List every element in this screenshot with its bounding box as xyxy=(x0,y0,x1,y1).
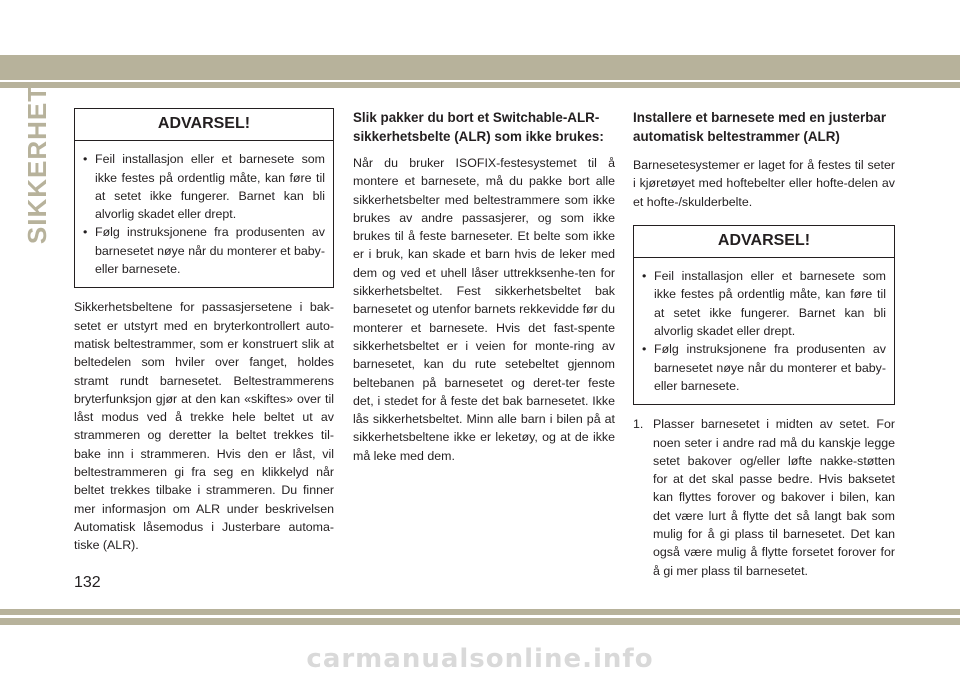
header-band xyxy=(0,55,960,80)
warning-bullet: • Feil installasjon eller et barnesete som ikke festes på ordentlig måte, kan føre til at setet ikke fungerer. Barnet kan bli alvorlig skadet eller drept. xyxy=(83,150,325,223)
section-side-tab xyxy=(18,84,58,244)
footer-band xyxy=(0,618,960,625)
body-paragraph: Når du bruker ISOFIX-festesystemet til å montere et barnesete, må du pakke bort alle sikkerhetsbelter med beltestrammere som ikke brukes av andre passasjerer, og som ikke brukes til å feste barneseter. Et belte som ikke er i bruk, kan skade et barn hvis de leker med dem og ved et uhell låser uttrekksenhe-ten for sikkerhetsbeltet. Fest sikkerhetsbeltet bak barnesetet og utenfor barnets rekkevidde før du monterer et barnesete. Hvis det fast-spente sikkerhetsbeltet er i veien for monte-ring av barnesetet, kan du rute setebeltet gjennom beltebanen på barnesetet og deret-ter feste det, i stedet for å feste det bak barnesetet. Ikke lås sikkerhetsbeltet. Minn alle barn i bilen på at sikkerhetsbeltene ikke er leketøy, og at de ikke må leke med dem. xyxy=(353,156,615,463)
warning-box xyxy=(74,108,334,288)
body-paragraph: Barnesetesystemer er laget for å festes til seter i kjøretøyet med hoftebelter eller hofte-delen av et hofte-/skulderbelte. xyxy=(633,158,895,209)
warning-title: ADVARSEL! xyxy=(634,226,894,258)
warning-bullet: • Feil installasjon eller et barnesete som ikke festes på ordentlig måte, kan føre til at setet ikke fungerer. Barnet kan bli alvorlig skadet eller drept. xyxy=(642,267,886,340)
footer-band-thin xyxy=(0,609,960,615)
warning-title: ADVARSEL! xyxy=(75,109,333,141)
page-number: 132 xyxy=(74,574,101,591)
warning-bullet: • Følg instruksjonene fra produsenten av barnesetet nøye når du monterer et baby- eller barnesete. xyxy=(642,340,886,395)
top-margin xyxy=(0,0,960,54)
body-paragraph: Sikkerhetsbeltene for passasjersetene i bak-setet er utstyrt med en bryterkontrollert auto-matisk beltestrammer, som er konstruert slik at beltedelen som hviler over fanget, holdes stramt rundt barnesetet. Beltestrammerens bryterfunksjon gjør at den kan «skiftes» over til låst modus ved å trekke hele beltet ut av strammeren og deretter la beltet trekkes til-bake inn i strammeren. Hvis den er låst, vil beltestrammeren gi fra seg en klikkelyd når beltet trekkes tilbake i strammeren. Du finner mer informasjon om ALR under beskrivelsen Automatisk låsemodus i Justerbare automa-tiske (ALR). xyxy=(74,300,334,553)
step-text: Plasser barnesetet i midten av setet. For noen seter i andre rad må du kanskje legge setet bakover og/eller løfte nakke-støtten for at det skal passe bedre. Hvis baksetet kan flyttes forover og bakover i bilen, kan det være lurt å flytte det så langt bak som mulig for å gi plass til barnesetet. Det kan også være mulig å flytte forsetet forover for å gi mer plass til barnesetet. xyxy=(653,417,895,578)
numbered-step xyxy=(633,415,895,580)
warning-bullet: • Følg instruksjonene fra produsenten av barnesetet nøye når du monterer et baby- eller barnesete. xyxy=(83,223,325,278)
step-number: 1. xyxy=(633,417,644,432)
column-1 xyxy=(74,108,334,555)
warning-box xyxy=(633,225,895,405)
warning-list xyxy=(75,141,333,287)
column-3 xyxy=(633,108,895,580)
column-2 xyxy=(353,108,615,465)
section-side-tab-label: SIKKERHET xyxy=(22,84,53,244)
watermark-text: carmanualsonline.info xyxy=(306,644,654,674)
section-heading: Installere et barnesete med en justerbar automatisk beltestrammer (ALR) xyxy=(633,110,887,144)
section-heading: Slik pakker du bort et Switchable-ALR-sikkerhetsbelte (ALR) som ikke brukes: xyxy=(353,110,604,144)
warning-list xyxy=(634,258,894,404)
header-band-thin xyxy=(0,82,960,88)
